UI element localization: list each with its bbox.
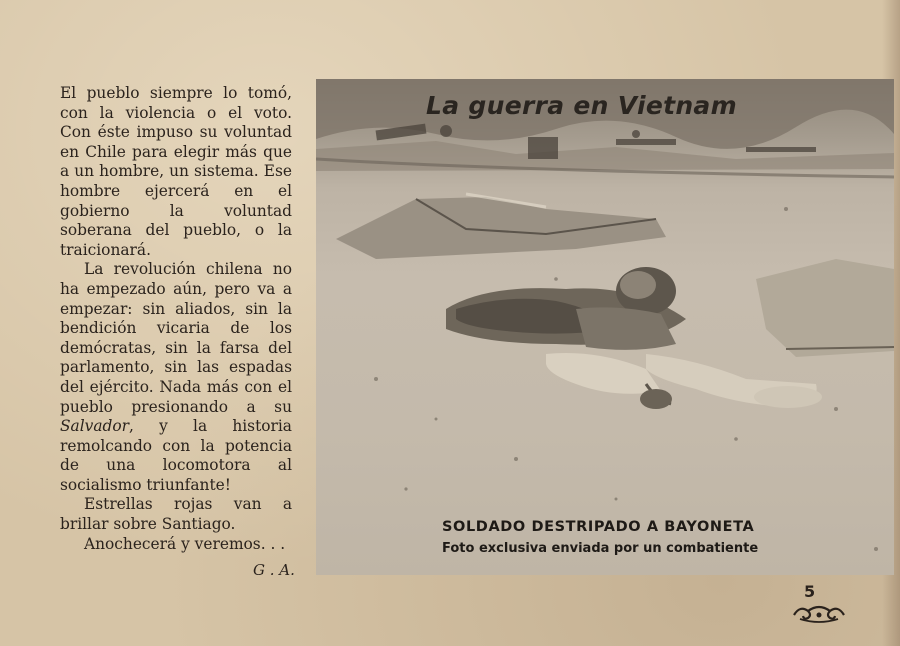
photo-caption: SOLDADO DESTRIPADO A BAYONETA [442,519,755,535]
paragraph-2-start: La revolución chilena no ha empezado aún, pero va a empezar: sin aliados, sin la bendición vicaria de los demócratas, sin la farsa del parlamento, sin las espadas del ejército. Nada más con el pueblo presionando a su [60,260,292,416]
italic-salvador: Salvador [60,417,129,436]
paragraph-2 [60,260,292,495]
swirl-ornament-icon [790,601,848,625]
photo-title: La guerra en Vietnam [426,91,737,120]
page-number: 5 [804,582,816,601]
author-signature: G . A. [253,561,295,579]
paragraph-4: Anochecerá y veremos. . . [84,534,286,553]
war-photograph [316,79,894,575]
paragraph-1: El pueblo siempre lo tomó, con la violencia o el voto. Con éste impuso su voluntad en Chile para elegir más que a un hombre, un sistema. Ese hombre ejercerá en el gobierno la voluntad soberana del pueblo, o la traicionará. [60,84,292,259]
photo-scene [316,79,894,575]
photo-subcaption: Foto exclusiva enviada por un combatiente [442,541,759,556]
paragraph-3: Estrellas rojas van a brillar sobre Santiago. [60,495,292,534]
article-text-column [60,84,292,554]
paragraph-2-end: , y la historia remolcando con la potencia de una locomotora al socialismo triunfante! [60,417,292,494]
